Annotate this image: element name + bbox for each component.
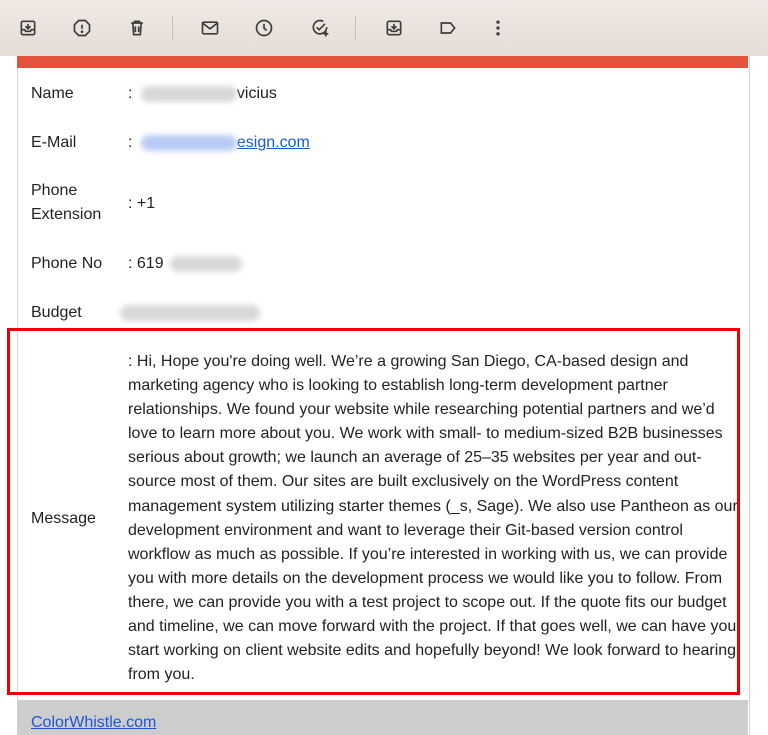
toolbar-separator (355, 16, 356, 40)
accent-bar (17, 56, 748, 68)
budget-label: Budget (31, 304, 82, 321)
email-link[interactable]: esign.com (236, 134, 310, 151)
name-label: Name (31, 85, 74, 102)
delete-icon[interactable] (123, 14, 151, 42)
footer-link[interactable]: ColorWhistle.com (31, 714, 157, 731)
redacted-block (141, 86, 237, 102)
toolbar-separator (172, 16, 173, 40)
add-task-icon[interactable] (306, 14, 334, 42)
phone-extension-value: : +1 (128, 195, 156, 212)
snooze-icon[interactable] (250, 14, 278, 42)
phone-extension-label: Phone Extension (31, 182, 102, 223)
redacted-block (141, 135, 237, 151)
report-spam-icon[interactable] (68, 14, 96, 42)
email-value: : esign.com (128, 134, 310, 151)
email-toolbar (0, 0, 768, 56)
archive-icon[interactable] (14, 14, 42, 42)
phone-number-label: Phone No (31, 255, 103, 272)
mark-unread-icon[interactable] (196, 14, 224, 42)
message-text: : Hi, Hope you're doing well. We’re a growing San Diego, CA-based design and marketing agency who is looking to establish long-term development partner relationships. We found your website while researching potential partners and we’d love to learn more about you. We work with small- to medium-sized B2B businesses serious about growth; we launch an average of 25–35 websites per year and out-source most of them. Our sites are built exclusively on the WordPress content management system utilizing starter themes (_s, Sage). We also use Pantheon as our development environment and want to leverage their Git-based version control workflow as much as possible. If you’re interested in working with us, we can provide you with more details on the development process we would like you to follow. From there, we can provide you with a test project to scope out. If the quote fits our budget and timeline, we can move forward with the project. If that goes well, we can have you start working on client website edits and hopefully beyond! We look forward to hearing from you. (128, 353, 738, 684)
redacted-block (170, 256, 242, 272)
message-label: Message (31, 510, 96, 527)
phone-number-value: : 619 (128, 252, 242, 276)
redacted-block (120, 305, 260, 321)
budget-value (120, 301, 260, 325)
name-value: : vicius (128, 85, 277, 102)
email-label: E-Mail (31, 134, 77, 151)
move-to-icon[interactable] (380, 14, 408, 42)
label-icon[interactable] (434, 14, 462, 42)
more-options-icon[interactable] (484, 14, 512, 42)
